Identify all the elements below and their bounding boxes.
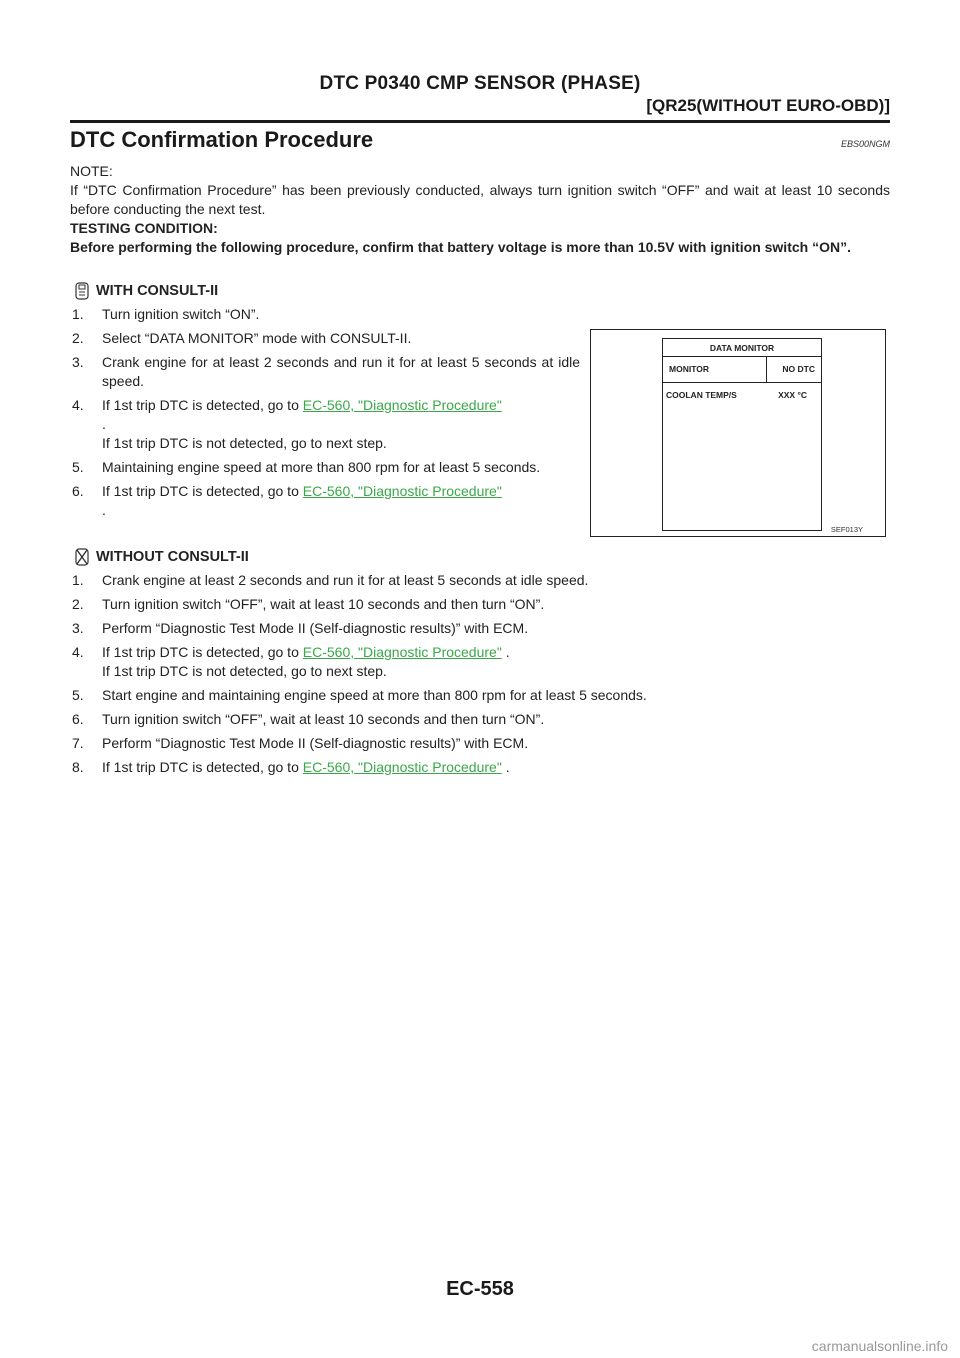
figure-code: SEF013Y [830,525,863,534]
note-text: If “DTC Confirmation Procedure” has been previously conducted, always turn ignition switch “OFF” and wait at least 10 seconds before conducting the next test. [70,182,890,217]
page-number: EC-558 [446,1278,514,1300]
list-item: 1. Turn ignition switch “ON”. [72,306,260,322]
screen-row-value: XXX °C [778,390,807,400]
diagnostic-procedure-link[interactable]: EC-560, "Diagnostic Procedure" [302,759,502,775]
watermark: carmanualsonline.info [811,1338,948,1354]
screen-col-divider [766,356,767,382]
list-item: 3. Perform “Diagnostic Test Mode II (Self-diagnostic results)” with ECM. [72,620,529,636]
list-item: 3. Crank engine for at least 2 seconds and run it for at least 5 seconds at idle speed. [72,354,580,389]
list-item: 4. If 1st trip DTC is detected, go to EC-560, "Diagnostic Procedure" . If 1st trip DTC is not detected, go to next step. [72,397,502,451]
without-consult-steps [70,571,890,782]
with-consult-heading-text: WITH CONSULT-II [96,283,219,299]
section-title: DTC Confirmation Procedure [70,127,374,152]
screen-divider [663,356,821,357]
list-item: 4. If 1st trip DTC is detected, go to EC-560, "Diagnostic Procedure" . If 1st trip DTC is not detected, go to next step. [72,644,510,679]
list-item: 5. Maintaining engine speed at more than 800 rpm for at least 5 seconds. [72,459,541,475]
list-item: 8. If 1st trip DTC is detected, go to EC-560, "Diagnostic Procedure" . [72,759,510,775]
diagnostic-procedure-link[interactable]: EC-560, "Diagnostic Procedure" [302,644,502,660]
without-consult-heading-text: WITHOUT CONSULT-II [96,549,249,565]
without-consult-heading [74,547,249,567]
screen-row-label: COOLAN TEMP/S [666,390,737,400]
screen-col-monitor: MONITOR [669,364,709,374]
list-item: 6. Turn ignition switch “OFF”, wait at least 10 seconds and then turn “ON”. [72,711,545,727]
with-consult-steps [70,305,580,525]
data-monitor-screen [662,338,822,531]
list-item: 2. Select “DATA MONITOR” mode with CONSULT-II. [72,330,412,346]
testing-condition-text: Before performing the following procedure, confirm that battery voltage is more than 10.5V with ignition switch “ON”. [70,239,851,255]
list-item: 2. Turn ignition switch “OFF”, wait at least 10 seconds and then turn “ON”. [72,596,545,612]
list-item: 7. Perform “Diagnostic Test Mode II (Self-diagnostic results)” with ECM. [72,735,529,751]
no-consult-icon [74,547,90,567]
note-label: NOTE: [70,163,113,179]
with-consult-heading [74,281,218,301]
list-item: 6. If 1st trip DTC is detected, go to EC-560, "Diagnostic Procedure" . [72,483,502,518]
list-item: 1. Crank engine at least 2 seconds and run it for at least 5 seconds at idle speed. [72,572,589,588]
header-rule [70,120,890,123]
page-header-subtitle: [QR25(WITHOUT EURO-OBD)] [646,96,890,115]
data-monitor-figure [590,329,886,537]
consult-tester-icon [74,281,90,301]
list-item: 5. Start engine and maintaining engine speed at more than 800 rpm for at least 5 seconds. [72,687,647,703]
diagnostic-procedure-link[interactable]: EC-560, "Diagnostic Procedure" [302,483,502,499]
page-header-title: DTC P0340 CMP SENSOR (PHASE) [319,73,641,94]
screen-col-no-dtc: NO DTC [782,364,815,374]
screen-title: DATA MONITOR [709,343,775,353]
note-block [70,162,890,257]
testing-condition-label: TESTING CONDITION: [70,220,218,236]
diagnostic-procedure-link[interactable]: EC-560, "Diagnostic Procedure" [302,397,502,413]
section-code: EBS00NGM [840,139,890,149]
screen-divider [663,382,821,383]
